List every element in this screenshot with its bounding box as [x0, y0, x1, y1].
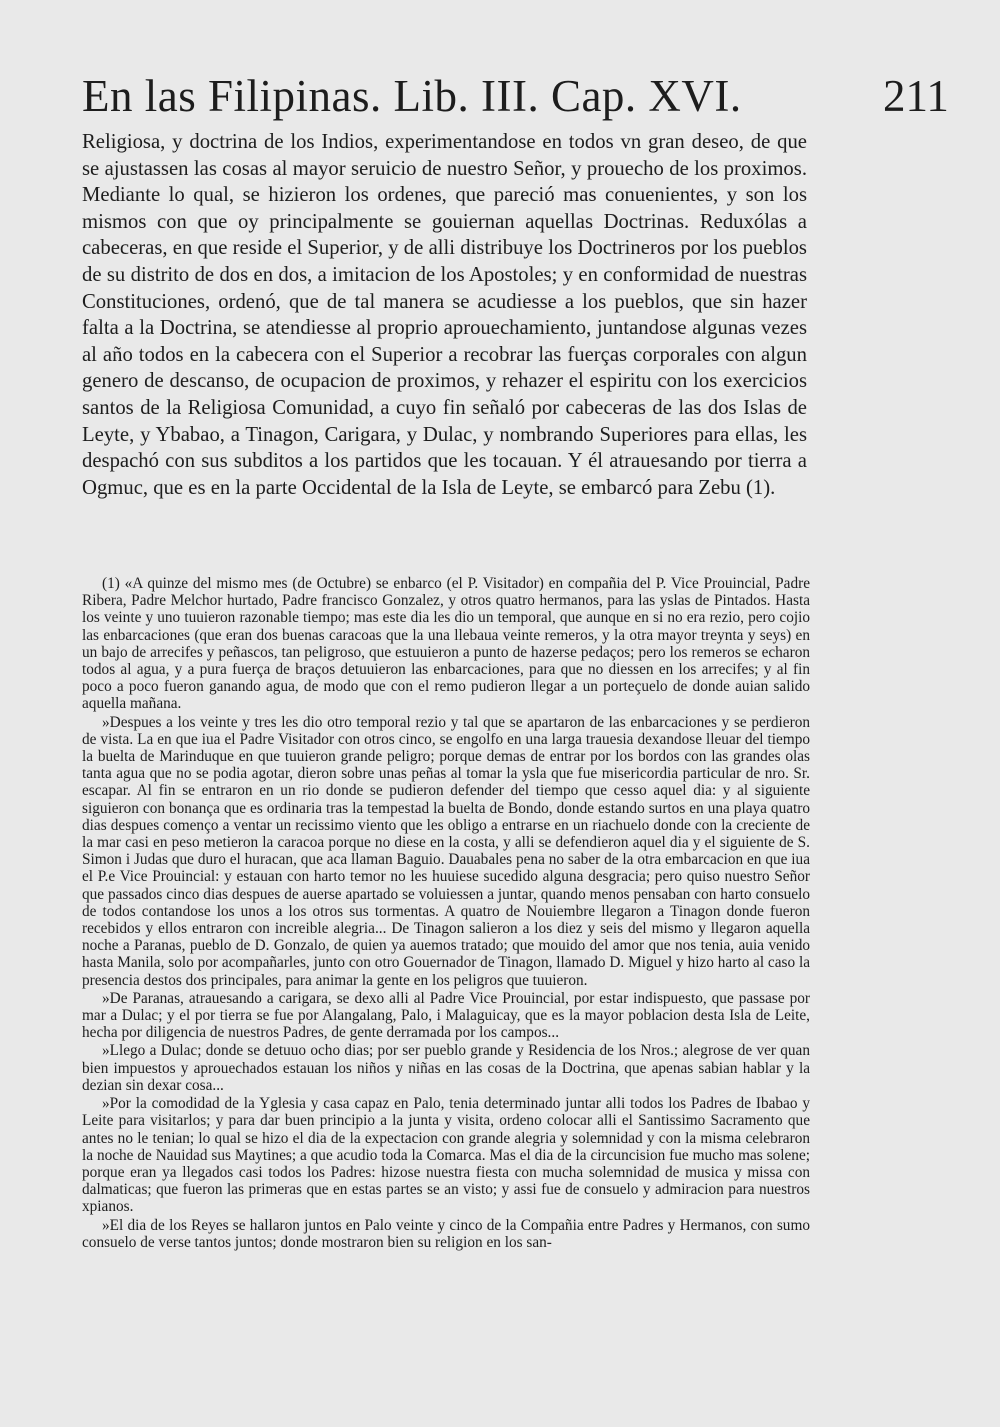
main-body-paragraph: Religiosa, y doctrina de los Indios, experimentandose en todos vn gran deseo, de que se ajustassen las cosas al mayor seruicio de nuestro Señor, y prouecho de los proximos. Mediante lo qual, se hizieron los ordenes, que pareció mas conuenientes, y son los mismos con que oy principalmente se gouiernan aquellas Doctrinas. Reduxólas a cabeceras, en que reside el Superior, y de alli distribuye los Doctrineros por los pueblos de su distrito de dos en dos, a imitacion de los Apostoles; y en conformidad de nuestras Constituciones, ordenó, que de tal manera se acudiesse a los pueblos, que sin hazer falta a la Doctrina, se atendiesse al proprio aprouechamiento, juntandose algunas vezes al año todos en la cabecera con el Superior a recobrar las fuerças corporales con algun genero de descanso, de ocupacion de proximos, y rehazer el espiritu con los exercicios santos de la Religiosa Comunidad, a cuyo fin señaló por cabeceras de las dos Islas de Leyte, y Ybabao, a Tinagon, Carigara, y Dulac, y nombrando Superiores para ellas, les despachó con sus subditos a los partidos que les tocauan. Y él atrauesando por tierra a Ogmuc, que es en la parte Occidental de la Isla de Leyte, se embarcó para Zebu (1).: [82, 131, 807, 499]
running-header-title: En las Filipinas. Lib. III. Cap. XVI.: [82, 71, 742, 121]
footnote-paragraph: »De Paranas, atrauesando a carigara, se dexo alli al Padre Vice Prouincial, por estar indispuesto, que passase por mar a Dulac; y el por tierra se fue por Alangalang, Palo, i Malaguicay, que es la mayor poblacion desta Isla de Leite, hecha por diligencia de nuestros Padres, de gente derramada por los campos...: [82, 989, 810, 1042]
footnote-paragraph: »Llego a Dulac; donde se detuuo ocho dias; por ser pueblo grande y Residencia de los Nros.; alegrose de ver quan bien impuestos y aprouechados estauan los niños y niñas en las cosas de la Doctrina, que apenas sabian hablar y la dezian sin dexar cosa...: [82, 1042, 810, 1094]
footnote-paragraph: »El dia de los Reyes se hallaron juntos en Palo veinte y cinco de la Compañia entre Padres y Hermanos, con sumo consuelo de verse tantos juntos; donde mostraron bien su religion en los san-: [82, 1216, 810, 1251]
footnote-block: [82, 575, 810, 1252]
page-number: 211: [883, 71, 949, 121]
footnote-paragraph: »Por la comodidad de la Yglesia y casa capaz en Palo, tenia determinado juntar alli todos los Padres de Ibabao y Leite para visitarlos; y para dar buen principio a la junta y visita, ordeno colocar alli el Santissimo Sacramento que antes no le tenian; lo qual se hizo el dia de la expectacion con grande alegria y solemnidad y con la misma celebraron la noche de Nauidad sus Maytines; a que acudio toda la Comarca. Mas el dia de la circuncision fue mucho mas solene; porque eran ya llegados casi todos los Padres: hizose nuestra fiesta con mucha solemnidad de musica y missa con dalmaticas; que fueron las primeras que en estas partes se an visto; y assi fue de consuelo y admiracion para nuestros xpianos.: [82, 1095, 810, 1216]
footnote-paragraph: »Despues a los veinte y tres les dio otro temporal rezio y tal que se apartaron de las enbarcaciones y se perdieron de vista. La en que iua el Padre Visitador con otros cinco, se engolfo en una larga trauesia dexandose lleuar del tiempo la buelta de Marinduque en que tuuieron grande peligro; porque demas de entrar por los bordos con las grandes olas tanta agua que no se podia agotar, dieron sobre unas peñas al tomar la ysla que fue misericordia particular de nro. Sr. escapar. Al fin se entraron en un rio donde se pudieron defender del tiempo que cesso aquel dia: y al siguiente siguieron con bonança que es ordinaria tras la tempestad la buelta de Bondo, donde estando surtos en una playa quatro dias despues començo a ventar un recissimo viento que les obligo a entrarse en un riachuelo donde con la creciente de la mar casi en peso metieron la caracoa porque no diese en la costa, y alli se defendieron aquel dia y el siguiente de S. Simon i Judas que duro el huracan, que aca llaman Baguio. Dauabales pena no saber de la otra embarcacion en que iua el P.e Vice Prouincial: y estauan con harto temor no les huuiese sucedido alguna desgracia; pero quiso nuestro Señor que passados cinco dias despues de auerse apartado se voluiessen a juntar, quando menos pensaban con harto consuelo de todos contandose los unos a los otros sus tormentas. A quatro de Nouiembre llegaron a Tinagon donde fueron recebidos y ellos entraron con increible alegria... De Tinagon salieron a los diez y seis del mismo y llegaron aquella noche a Paranas, pueblo de D. Gonzalo, de quien ya auemos tratado; que mouido del amor que nos tenia, auia venido hasta Manila, solo por acompañarles, junto con otro Gouernador de Tinagon, llamado D. Miguel y hizo harto al caso la presencia destos dos principales, para animar la gente en los peligros que tuuieron.: [82, 713, 810, 989]
footnote-paragraph: (1) «A quinze del mismo mes (de Octubre) se enbarco (el P. Visitador) en compañia del P. Vice Prouincial, Padre Ribera, Padre Melchor hurtado, Padre francisco Gonzalez, y otros quatro hermanos, para las yslas de Pintados. Hasta los veinte y uno tuuieron razonable tiempo; mas este dia les dio un temporal, que aunque en si no era rezio, pero cojio las enbarcaciones (que eran dos buenas caracoas que la una llebaua veinte remeros, y la otra mayor treynta y seys) en un bajo de arrecifes y peñascos, tan peligroso, que estuuieron a punto de hazerse pedaços; pero los remeros se echaron todos al agua, y a pura fuerça de braços detuuieron las enbarcaciones, para que no diessen en los arrecifes; y al fin poco a poco fueron ganando agua, de modo que con el remo pudieron llegar a un porteçuelo de donde auian salido aquella mañana.: [82, 575, 810, 713]
